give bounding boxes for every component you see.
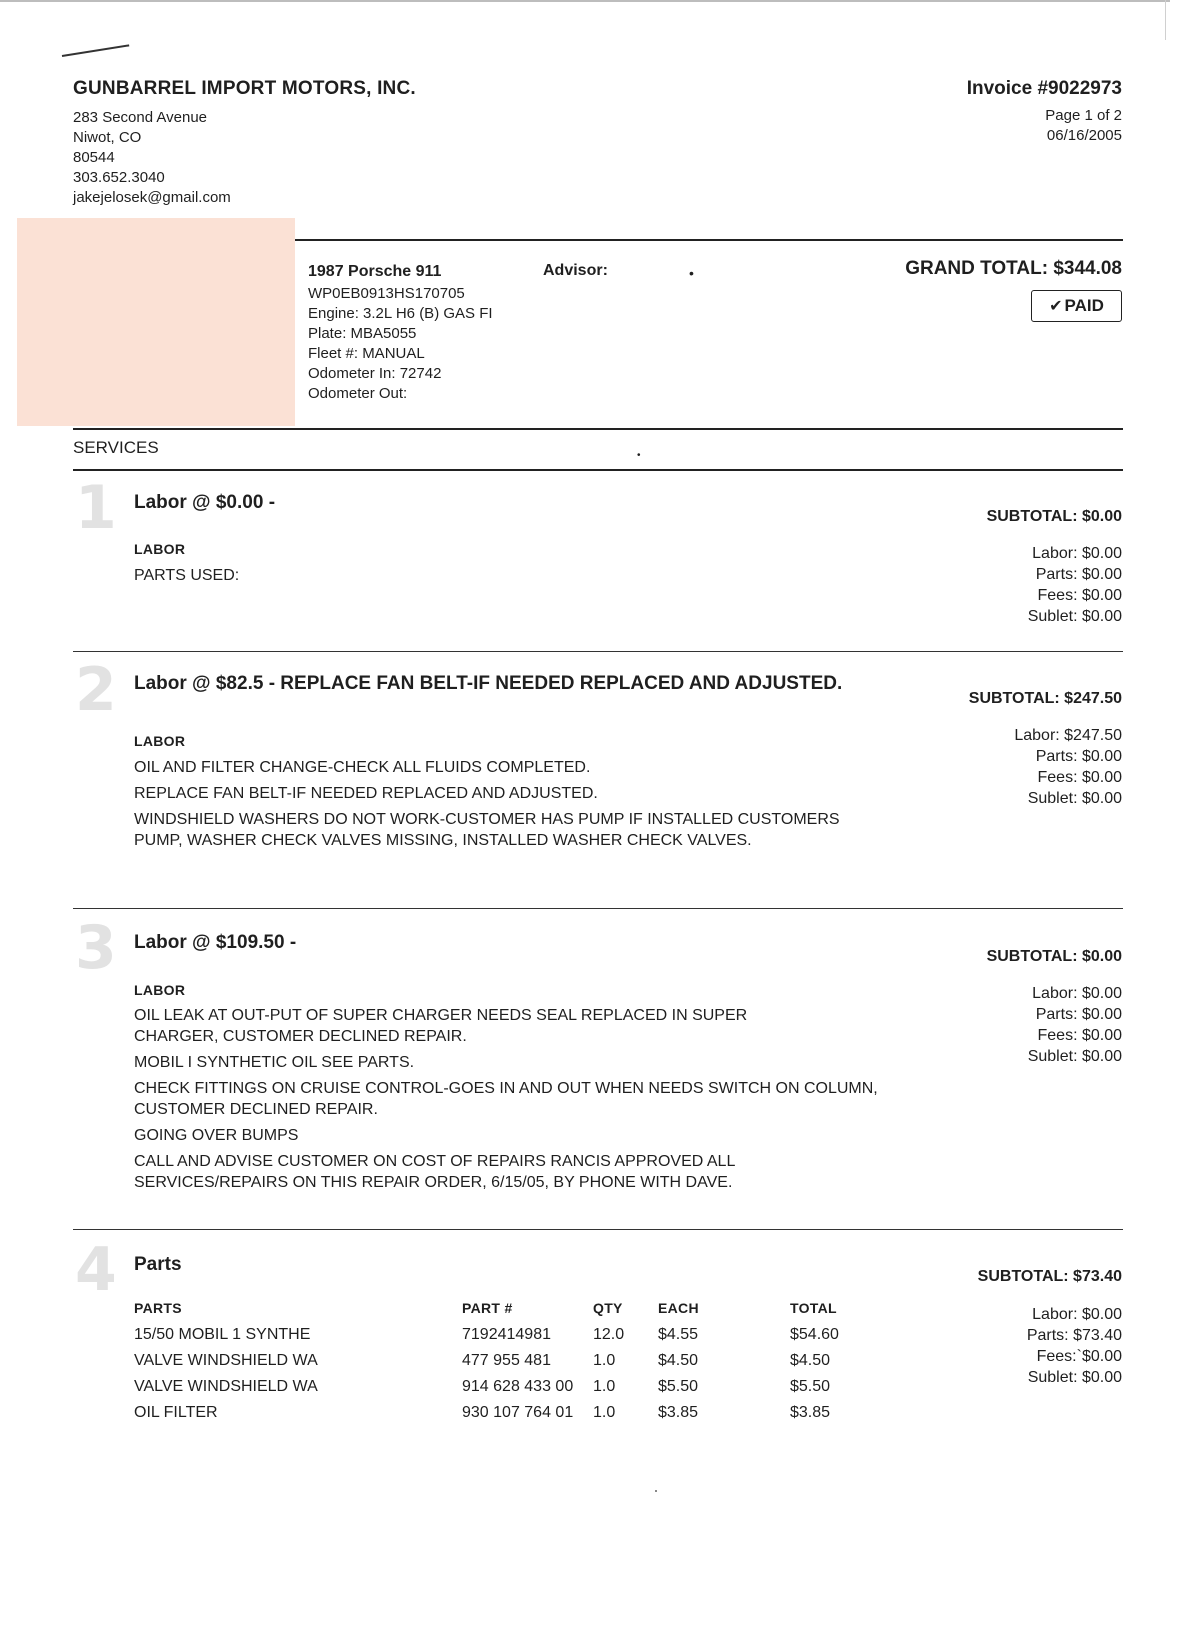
- service-2-subtotal: SUBTOTAL: $247.50: [968, 690, 1122, 707]
- service-2-labor: Labor: $247.50: [1014, 727, 1122, 744]
- service-line: OIL LEAK AT OUT-PUT OF SUPER CHARGER NEEDS SEAL REPLACED IN SUPER CHARGER, CUSTOMER DECLINED REPAIR.: [134, 1007, 748, 1045]
- col-qty: QTY: [593, 1300, 623, 1316]
- vehicle-title: 1987 Porsche 911: [308, 263, 442, 280]
- part-number: 914 628 433 00: [462, 1378, 574, 1395]
- grand-total: GRAND TOTAL: $344.08: [905, 258, 1122, 279]
- parts-table: [134, 1300, 874, 1428]
- company-name: GUNBARREL IMPORT MOTORS, INC.: [73, 78, 416, 99]
- advisor-label: Advisor:: [543, 262, 608, 279]
- service-3-labor-label: LABOR: [134, 982, 186, 998]
- part-number: 477 955 481: [462, 1352, 551, 1369]
- divider-services-top: [73, 428, 1123, 430]
- service-2-sublet: Sublet: $0.00: [1027, 790, 1122, 807]
- vehicle-fleet: Fleet #: MANUAL: [308, 345, 425, 362]
- service-1-labor: Labor: $0.00: [1032, 545, 1122, 562]
- divider-services-bottom: [73, 469, 1123, 471]
- part-name: VALVE WINDSHIELD WA: [134, 1352, 318, 1369]
- service-1-labor-label: LABOR: [134, 541, 186, 557]
- divider-service-2: [73, 651, 1123, 652]
- service-2-labor-label: LABOR: [134, 733, 186, 749]
- service-4-fees: Fees:`$0.00: [1036, 1348, 1122, 1365]
- service-4-title: Parts: [134, 1254, 182, 1275]
- service-line: CHECK FITTINGS ON CRUISE CONTROL-GOES IN AND OUT WHEN NEEDS SWITCH ON COLUMN, CUSTOMER DECLINED REPAIR.: [134, 1080, 878, 1118]
- service-2-parts: Parts: $0.00: [1035, 748, 1122, 765]
- vehicle-odometer-in: Odometer In: 72742: [308, 365, 442, 382]
- part-qty: 1.0: [593, 1404, 616, 1421]
- service-4-labor: Labor: $0.00: [1032, 1306, 1122, 1323]
- service-1-parts: Parts: $0.00: [1035, 566, 1122, 583]
- part-qty: 1.0: [593, 1378, 616, 1395]
- service-4-parts: Parts: $73.40: [1026, 1327, 1122, 1344]
- col-parts: PARTS: [134, 1300, 182, 1316]
- part-total: $4.50: [790, 1352, 831, 1369]
- invoice-page-count: Page 1 of 2: [1045, 107, 1122, 124]
- service-line: GOING OVER BUMPS: [134, 1127, 299, 1144]
- service-1-breakdown: [1028, 543, 1122, 627]
- table-row: [134, 1350, 874, 1376]
- table-row: [134, 1402, 874, 1428]
- table-row: [134, 1376, 874, 1402]
- vehicle-engine: Engine: 3.2L H6 (B) GAS FI: [308, 305, 493, 322]
- company-email: jakejelosek@gmail.com: [73, 189, 231, 206]
- service-line: WINDSHIELD WASHERS DO NOT WORK-CUSTOMER HAS PUMP IF INSTALLED CUSTOMERS PUMP, WASHER CHECK VALVES MISSING, INSTALLED WASHER CHECK VALVES.: [134, 811, 840, 849]
- part-each: $4.55: [658, 1326, 699, 1343]
- divider-service-3: [73, 908, 1123, 909]
- company-zip: 80544: [73, 149, 115, 166]
- service-line: OIL AND FILTER CHANGE-CHECK ALL FLUIDS COMPLETED.: [134, 759, 591, 776]
- pen-mark: [62, 44, 129, 57]
- vehicle-info: [308, 262, 493, 404]
- company-address: 283 Second Avenue: [73, 109, 208, 126]
- parts-table-header: [134, 1300, 874, 1324]
- service-3-lines: [134, 1005, 894, 1198]
- stray-mark: [655, 1490, 657, 1492]
- col-part-number: PART #: [462, 1300, 513, 1316]
- service-4-subtotal: SUBTOTAL: $73.40: [977, 1268, 1122, 1285]
- invoice-date: 06/16/2005: [1046, 127, 1122, 144]
- service-1-lines: [134, 565, 894, 591]
- part-total: $3.85: [790, 1404, 831, 1421]
- paid-label: PAID: [1064, 296, 1104, 315]
- service-1-sublet: Sublet: $0.00: [1027, 608, 1122, 625]
- service-3-fees: Fees: $0.00: [1037, 1027, 1122, 1044]
- col-each: EACH: [658, 1300, 699, 1316]
- scan-edge-right: [1165, 0, 1166, 40]
- service-4-breakdown: [1027, 1304, 1122, 1388]
- service-number-1: 1: [75, 473, 117, 543]
- service-2-title: Labor @ $82.5 - REPLACE FAN BELT-IF NEEDED REPLACED AND ADJUSTED.: [134, 673, 843, 694]
- service-3-labor: Labor: $0.00: [1032, 985, 1122, 1002]
- redacted-customer-block: [17, 218, 295, 426]
- vehicle-plate: Plate: MBA5055: [308, 325, 417, 342]
- service-line: REPLACE FAN BELT-IF NEEDED REPLACED AND ADJUSTED.: [134, 785, 598, 802]
- part-each: $3.85: [658, 1404, 699, 1421]
- stray-mark: •: [637, 450, 641, 461]
- table-row: [134, 1324, 874, 1350]
- part-number: 7192414981: [462, 1326, 551, 1343]
- part-name: 15/50 MOBIL 1 SYNTHE: [134, 1326, 311, 1343]
- part-qty: 12.0: [593, 1326, 625, 1343]
- part-each: $5.50: [658, 1378, 699, 1395]
- service-line: PARTS USED:: [134, 567, 240, 584]
- service-number-3: 3: [75, 913, 117, 983]
- invoice-number: Invoice #9022973: [966, 78, 1122, 99]
- part-each: $4.50: [658, 1352, 699, 1369]
- service-1-title: Labor @ $0.00 -: [134, 492, 276, 513]
- service-3-parts: Parts: $0.00: [1035, 1006, 1122, 1023]
- service-3-sublet: Sublet: $0.00: [1027, 1048, 1122, 1065]
- service-2-lines: [134, 757, 894, 856]
- company-header: [73, 78, 416, 208]
- check-icon: ✔: [1049, 298, 1063, 315]
- vehicle-odometer-out: Odometer Out:: [308, 385, 408, 402]
- service-1-fees: Fees: $0.00: [1037, 587, 1122, 604]
- service-2-breakdown: [1014, 725, 1122, 809]
- services-heading: SERVICES: [73, 438, 159, 457]
- service-number-2: 2: [75, 655, 117, 725]
- divider-vehicle-top: [295, 239, 1123, 241]
- part-name: OIL FILTER: [134, 1404, 218, 1421]
- scan-edge-top: [0, 0, 1170, 2]
- service-3-subtotal: SUBTOTAL: $0.00: [986, 948, 1122, 965]
- paid-badge: [1031, 290, 1122, 322]
- service-3-breakdown: [1028, 983, 1122, 1067]
- col-total: TOTAL: [790, 1300, 837, 1316]
- company-phone: 303.652.3040: [73, 169, 165, 186]
- service-2-fees: Fees: $0.00: [1037, 769, 1122, 786]
- service-line: MOBIL I SYNTHETIC OIL SEE PARTS.: [134, 1054, 415, 1071]
- part-total: $54.60: [790, 1326, 839, 1343]
- part-total: $5.50: [790, 1378, 831, 1395]
- service-1-subtotal: SUBTOTAL: $0.00: [986, 508, 1122, 525]
- service-number-4: 4: [75, 1235, 117, 1305]
- invoice-info: [967, 78, 1122, 146]
- service-line: CALL AND ADVISE CUSTOMER ON COST OF REPAIRS RANCIS APPROVED ALL SERVICES/REPAIRS ON THIS REPAIR ORDER, 6/15/05, BY PHONE WITH DAVE.: [134, 1153, 735, 1191]
- divider-service-4: [73, 1229, 1123, 1230]
- service-3-title: Labor @ $109.50 -: [134, 932, 297, 953]
- part-qty: 1.0: [593, 1352, 616, 1369]
- service-4-sublet: Sublet: $0.00: [1027, 1369, 1122, 1386]
- part-name: VALVE WINDSHIELD WA: [134, 1378, 318, 1395]
- part-number: 930 107 764 01: [462, 1404, 574, 1421]
- advisor-value: •: [689, 265, 694, 281]
- company-city-state: Niwot, CO: [73, 129, 142, 146]
- vehicle-vin: WP0EB0913HS170705: [308, 285, 465, 302]
